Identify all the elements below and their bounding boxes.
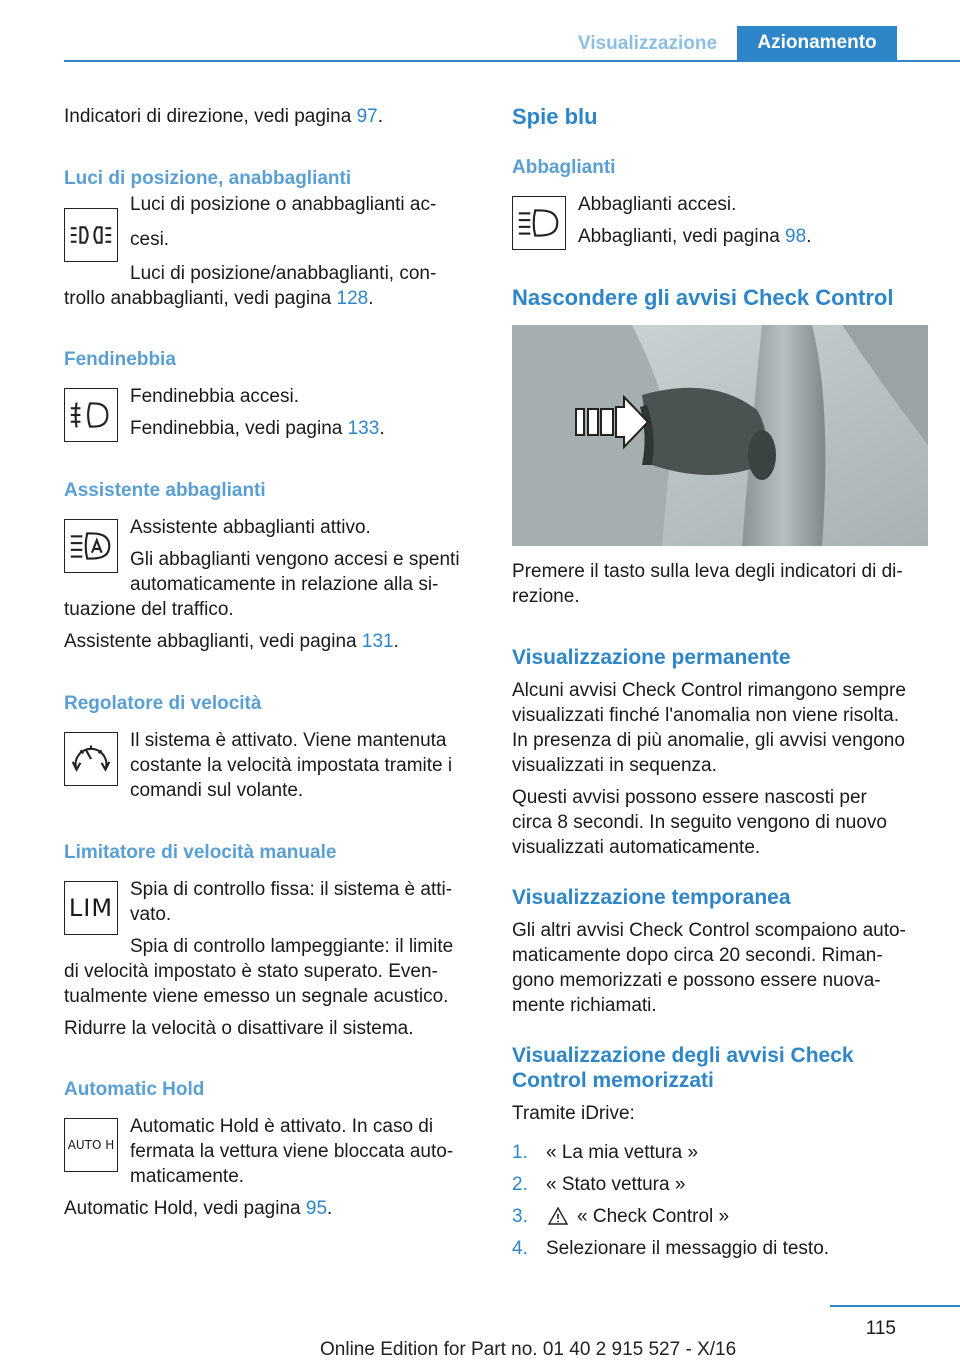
hba-ref-text: Assistente abbaglianti, vedi pagina: [64, 631, 362, 652]
cc-text-3: comandi sul volante.: [130, 780, 304, 801]
hb-ref-line: Abbaglianti, vedi pagina 98.: [578, 226, 812, 247]
header-rule: [64, 60, 960, 62]
lim-text-2: vato.: [130, 904, 172, 925]
step-text-3: « Check Control »: [577, 1206, 730, 1227]
heading-temporary-display: Visualizzazione temporanea: [512, 886, 791, 909]
page-link-131[interactable]: 131: [361, 631, 394, 652]
hba-text-1: Assistente abbaglianti attivo.: [130, 517, 371, 538]
ah-text-3: maticamente.: [130, 1166, 245, 1187]
pos-text-2: cesi.: [130, 229, 170, 250]
lim-icon-label: LIM: [68, 893, 114, 922]
perm-text-2: visualizzati finché l'anomalia non viene risolta.: [512, 705, 899, 726]
heading-permanent-display: Visualizzazione permanente: [512, 646, 791, 669]
lim-text-3: Spia di controllo lampeggiante: il limite: [130, 936, 454, 957]
step-text-4: Selezionare il messaggio di testo.: [546, 1238, 830, 1259]
page-link-128[interactable]: 128: [336, 288, 369, 309]
page-link-95[interactable]: 95: [305, 1198, 328, 1219]
pos-text-3: Luci di posizione/anabbaglianti, con-: [130, 263, 437, 284]
turn-signal-line: Indicatori di direzione, vedi pagina 97.: [64, 106, 383, 127]
perm-text-7: visualizzati automaticamente.: [512, 837, 761, 858]
warning-triangle-icon: [548, 1206, 568, 1226]
header-tab-visualizzazione[interactable]: Visualizzazione: [577, 33, 718, 54]
step-number-4: 4.: [512, 1238, 528, 1259]
step-number-1: 1.: [512, 1142, 528, 1163]
fog-light-icon: [64, 388, 118, 442]
lim-text-5: tualmente viene emesso un segnale acustico.: [64, 986, 449, 1007]
heading-fog-lights: Fendinebbia: [64, 349, 176, 370]
ah-text-2: fermata la vettura viene bloccata auto-: [130, 1141, 454, 1162]
lim-text-1: Spia di controllo fissa: il sistema è atti-: [130, 879, 453, 900]
temp-text-4: mente richiamati.: [512, 995, 657, 1016]
step-number-2: 2.: [512, 1174, 528, 1195]
hba-text-2: Gli abbaglianti vengono accesi e spenti: [130, 549, 460, 570]
hb-ref-text: Abbaglianti, vedi pagina: [578, 226, 786, 247]
high-beam-icon: [512, 196, 566, 250]
hba-ref-line: Assistente abbaglianti, vedi pagina 131.: [64, 631, 399, 652]
page-link-97[interactable]: 97: [356, 106, 378, 127]
heading-high-beam: Abbaglianti: [512, 157, 616, 178]
step-text-1: « La mia vettura »: [546, 1142, 699, 1163]
stored-intro: Tramite iDrive:: [512, 1103, 635, 1124]
heading-high-beam-assist: Assistente abbaglianti: [64, 480, 266, 501]
fog-text-1: Fendinebbia accesi.: [130, 386, 299, 407]
hb-text-1: Abbaglianti accesi.: [578, 194, 737, 215]
parking-light-icon: [64, 208, 118, 262]
speed-limiter-icon: [64, 881, 118, 935]
cruise-control-icon: [64, 732, 118, 786]
heading-speed-limiter: Limitatore di velocità manuale: [64, 842, 337, 863]
automatic-hold-icon: [64, 1118, 118, 1172]
heading-cruise-control: Regolatore di velocità: [64, 693, 262, 714]
ah-text-1: Automatic Hold è attivato. In caso di: [130, 1116, 434, 1137]
page-number: 115: [865, 1318, 896, 1339]
temp-text-1: Gli altri avvisi Check Control scompaiono auto-: [512, 920, 906, 941]
page-link-133[interactable]: 133: [347, 418, 380, 439]
ah-ref-line: Automatic Hold, vedi pagina 95.: [64, 1198, 333, 1219]
ah-ref-text: Automatic Hold, vedi pagina: [64, 1198, 306, 1219]
turn-signal-lever-photo: [512, 325, 928, 546]
cc-text-2: costante la velocità impostata tramite i: [130, 755, 453, 776]
lim-text-6: Ridurre la velocità o disattivare il sistema.: [64, 1018, 414, 1039]
step-number-3: 3.: [512, 1206, 528, 1227]
hba-text-4: tuazione del traffico.: [64, 599, 234, 620]
pos-ref-line: trollo anabbaglianti, vedi pagina 128.: [64, 288, 374, 309]
auto-h-icon-label: AUTO H: [67, 1137, 115, 1152]
perm-text-3: In presenza di più anomalie, gli avvisi vengono: [512, 730, 905, 751]
perm-text-1: Alcuni avvisi Check Control rimangono sempre: [512, 680, 906, 701]
lim-text-4: di velocità impostato è stato superato. Even-: [64, 961, 438, 982]
hide-text-2: rezione.: [512, 586, 580, 607]
hide-text-1: Premere il tasto sulla leva degli indicatori di di-: [512, 561, 903, 582]
heading-stored-messages: [512, 1043, 854, 1093]
stored-title-line-2: Control memorizzati: [512, 1069, 714, 1092]
perm-text-5: Questi avvisi possono essere nascosti per: [512, 787, 867, 808]
temp-text-2: maticamente dopo circa 20 secondi. Riman-: [512, 945, 883, 966]
perm-text-4: visualizzati in sequenza.: [512, 755, 717, 776]
page-link-98[interactable]: 98: [785, 226, 807, 247]
fog-ref-text: Fendinebbia, vedi pagina: [130, 418, 348, 439]
stored-title-line-1: Visualizzazione degli avvisi Check: [512, 1044, 854, 1067]
pos-ref-text: trollo anabbaglianti, vedi pagina: [64, 288, 337, 309]
temp-text-3: gono memorizzati e possono essere nuova-: [512, 970, 881, 991]
footer-rule: [830, 1305, 960, 1307]
perm-text-6: circa 8 secondi. In seguito vengono di nuovo: [512, 812, 887, 833]
hba-text-3: automaticamente in relazione alla si-: [130, 574, 439, 595]
heading-hide-check-control: Nascondere gli avvisi Check Control: [512, 285, 894, 310]
pos-text-1: Luci di posizione o anabbaglianti ac-: [130, 194, 437, 215]
header-tab-azionamento[interactable]: Azionamento: [737, 26, 897, 62]
heading-position-lights: Luci di posizione, anabbaglianti: [64, 168, 352, 189]
footer-edition: Online Edition for Part no. 01 40 2 915 527 - X/16: [320, 1339, 737, 1360]
heading-blue-lights: Spie blu: [512, 104, 598, 129]
cc-text-1: Il sistema è attivato. Viene mantenuta: [130, 730, 447, 751]
heading-automatic-hold: Automatic Hold: [64, 1079, 205, 1100]
high-beam-assist-icon: [64, 519, 118, 573]
fog-ref-line: Fendinebbia, vedi pagina 133.: [130, 418, 385, 439]
turn-signal-text: Indicatori di direzione, vedi pagina: [64, 106, 357, 127]
step-text-2: « Stato vettura »: [546, 1174, 686, 1195]
